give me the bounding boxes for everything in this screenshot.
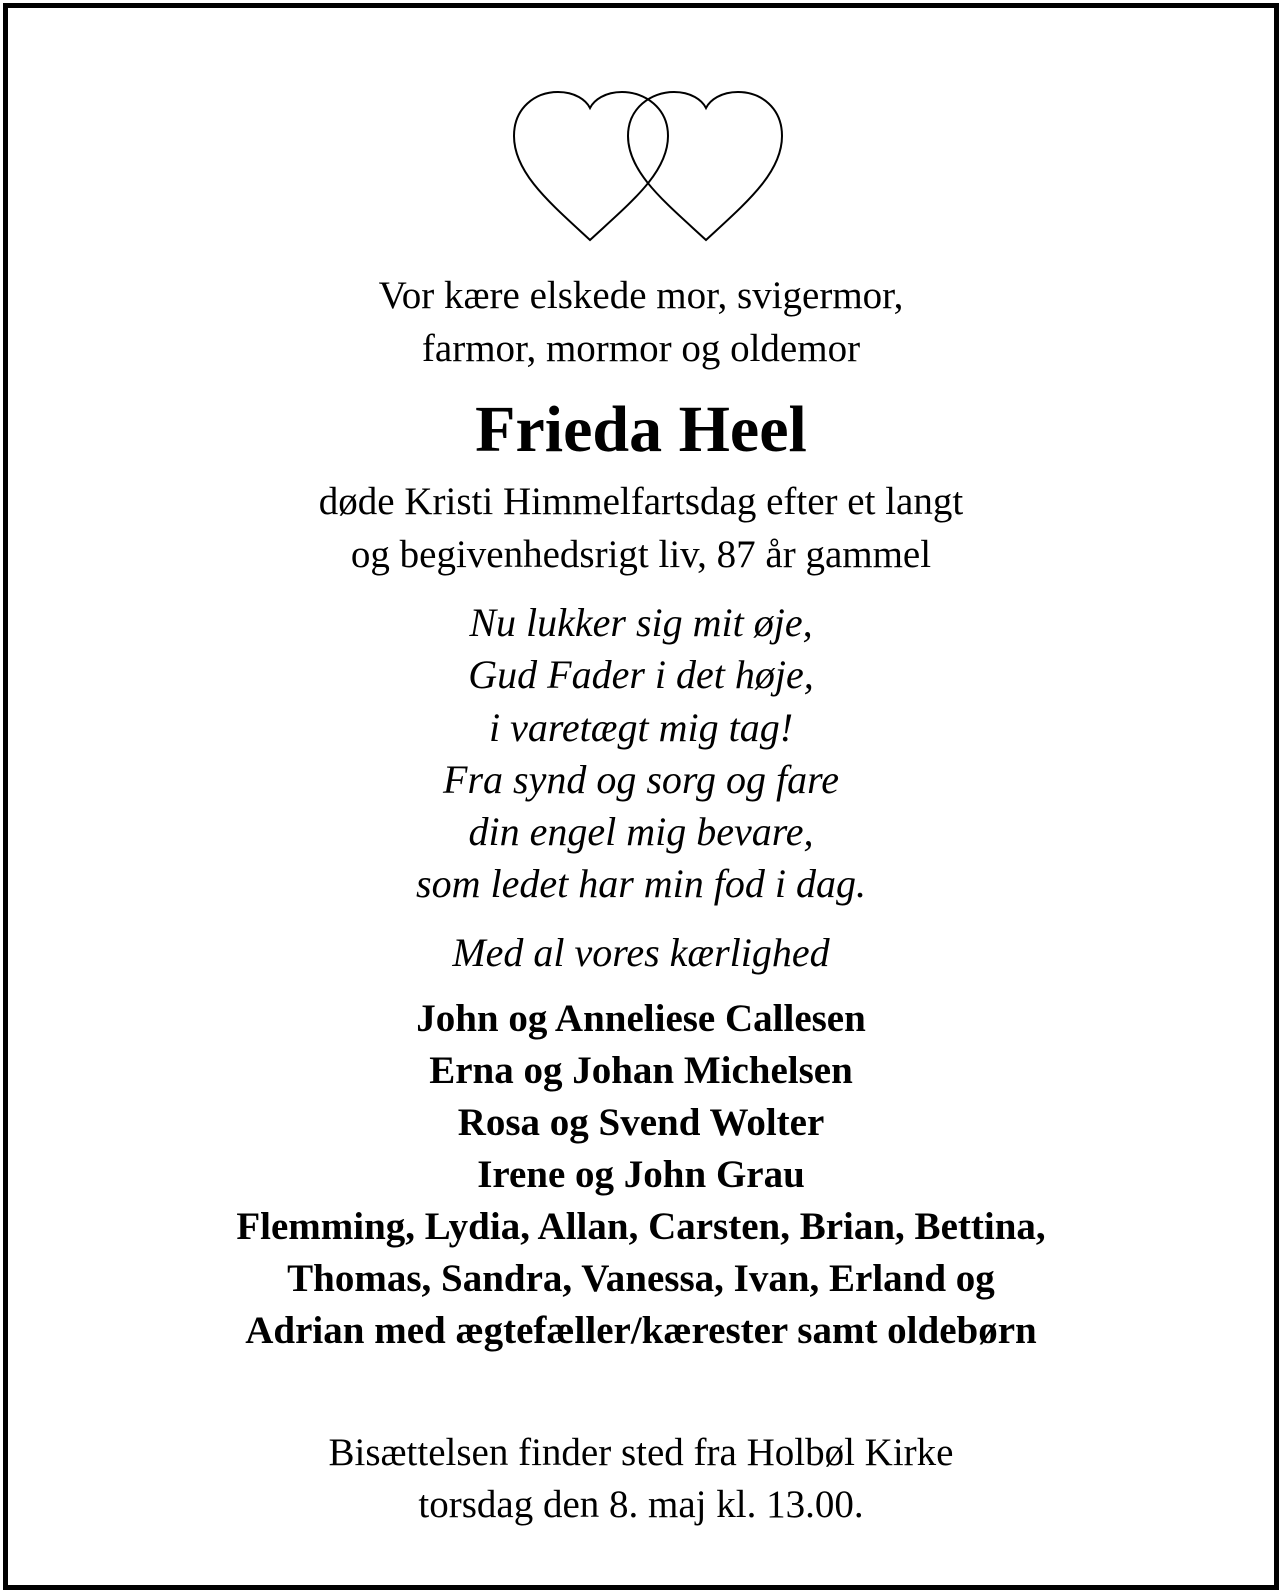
verse-line-1: Nu lukker sig mit øje, [469,600,813,645]
family-line-6: Thomas, Sandra, Vanessa, Ivan, Erland og [287,1257,995,1300]
intro-line-1: Vor kære elskede mor, svigermor, [378,274,904,317]
family-line-1: John og Anneliese Callesen [416,997,866,1040]
family-line-4: Irene og John Grau [477,1153,805,1196]
verse-line-5: din engel mig bevare, [468,809,814,854]
description-line-1: døde Kristi Himmelfartsdag efter et langt [318,480,964,523]
description-line-2: og begivenhedsrigt liv, 87 år gammel [350,533,932,576]
verse-line-6: som ledet har min fod i dag. [416,861,866,906]
obituary-notice [3,3,1279,1590]
funeral-line-2: torsdag den 8. maj kl. 13.00. [418,1483,864,1526]
deceased-name: Frieda Heel [475,393,807,466]
verse-line-4: Fra synd og sorg og fare [443,757,839,802]
family-line-5: Flemming, Lydia, Allan, Carsten, Brian, Bettina, [236,1205,1046,1248]
family-line-3: Rosa og Svend Wolter [457,1101,825,1144]
intro-line-2: farmor, mormor og oldemor [421,327,861,370]
signoff: Med al vores kærlighed [452,930,830,975]
double-heart-icon [510,88,786,246]
family-line-2: Erna og Johan Michelsen [429,1049,853,1092]
funeral-line-1: Bisættelsen finder sted fra Holbøl Kirke [328,1431,954,1474]
family-line-7: Adrian med ægtefæller/kærester samt oldebørn [245,1309,1037,1352]
verse-line-2: Gud Fader i det høje, [468,652,814,697]
verse-line-3: i varetægt mig tag! [488,705,794,750]
